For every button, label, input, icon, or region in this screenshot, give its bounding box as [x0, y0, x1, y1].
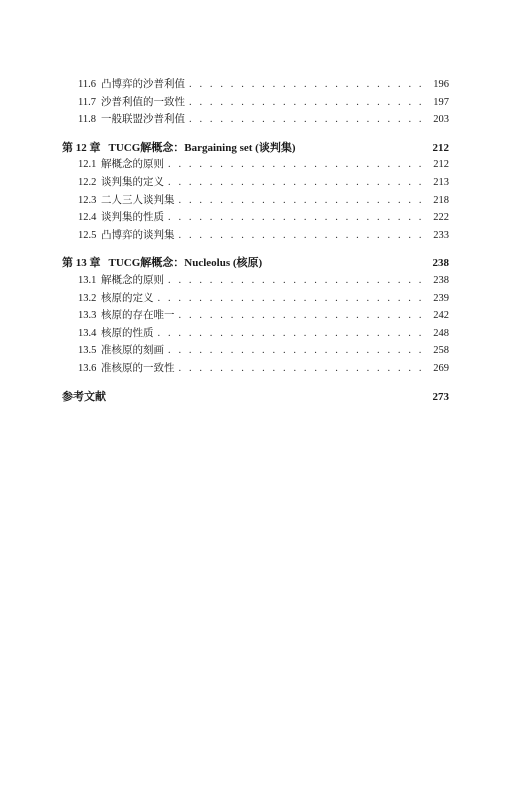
toc-entry-12-4[interactable]	[62, 209, 449, 227]
section-title: 准核原的刻画	[101, 345, 164, 357]
section-number: 13.6	[78, 362, 97, 374]
toc-entry-12-5[interactable]	[62, 227, 449, 245]
page-number: 238	[433, 274, 449, 286]
toc-entry-11-8[interactable]	[62, 111, 449, 129]
dot-leader	[168, 345, 427, 356]
chapter-title: TUCG解概念：Nucleolus (核原)	[108, 257, 263, 270]
dot-leader	[189, 97, 427, 108]
dot-leader	[168, 159, 427, 170]
dot-leader	[179, 195, 428, 206]
toc-entry-13-6[interactable]	[62, 360, 449, 378]
section-title: 凸博弈的沙普利值	[101, 79, 185, 90]
page-number: 239	[433, 292, 449, 304]
section-title: 一般联盟沙普利值	[101, 114, 185, 126]
section-title: 沙普利值的一致性	[101, 96, 185, 108]
dot-leader	[168, 212, 427, 223]
page-number: 212	[433, 159, 449, 171]
section-number: 13.4	[78, 327, 97, 339]
section-number: 13.1	[78, 274, 97, 286]
section-number: 12.4	[78, 212, 97, 224]
toc-entry-12-3[interactable]	[62, 192, 449, 210]
section-title: 核原的性质	[101, 327, 154, 339]
section-number: 13.2	[78, 292, 97, 304]
toc-entry-13-2[interactable]	[62, 290, 449, 308]
section-title: 谈判集的定义	[101, 176, 164, 188]
section-number: 12.3	[78, 194, 97, 206]
section-number: 12.5	[78, 229, 97, 241]
section-number: 12.1	[78, 159, 97, 171]
section-title: 解概念的原则	[101, 274, 164, 286]
dot-leader	[168, 177, 427, 188]
section-number: 12.2	[78, 176, 97, 188]
section-title: 凸博弈的谈判集	[101, 229, 175, 241]
dot-leader	[179, 230, 428, 241]
page-number: 273	[432, 390, 449, 403]
section-title: 核原的存在唯一	[101, 310, 175, 322]
page-number: 222	[433, 212, 449, 224]
toc-entry-11-7[interactable]	[62, 94, 449, 112]
toc-entry-12-2[interactable]	[62, 174, 449, 192]
toc-chapter-12[interactable]	[62, 139, 449, 157]
dot-leader	[179, 310, 428, 321]
section-number: 11.8	[78, 114, 96, 126]
page-number: 213	[433, 176, 449, 188]
toc-chapter-13[interactable]	[62, 254, 449, 272]
page-number: 218	[433, 194, 449, 206]
chapter-label: 第 13 章	[62, 257, 101, 270]
dot-leader	[168, 275, 427, 286]
page-number: 238	[432, 257, 449, 270]
dot-leader	[158, 293, 428, 304]
dot-leader	[158, 328, 428, 339]
dot-leader	[189, 79, 427, 90]
section-title: 核原的定义	[101, 292, 154, 304]
page-number: 212	[432, 141, 449, 154]
spacer	[62, 378, 449, 388]
page-number: 269	[433, 362, 449, 374]
chapter-title: TUCG解概念：Bargaining set (谈判集)	[108, 141, 296, 154]
section-title: 解概念的原则	[101, 159, 164, 171]
page-number: 258	[433, 345, 449, 357]
section-number: 13.3	[78, 310, 97, 322]
toc-entry-11-6[interactable]	[62, 76, 449, 94]
section-title: 谈判集的性质	[101, 212, 164, 224]
page-number: 242	[433, 310, 449, 322]
references-title: 参考文献	[62, 390, 106, 403]
dot-leader	[179, 363, 428, 374]
spacer	[62, 244, 449, 254]
section-number: 11.6	[78, 79, 96, 90]
section-number: 11.7	[78, 96, 96, 108]
section-title: 准核原的一致性	[101, 362, 175, 374]
section-number: 13.5	[78, 345, 97, 357]
page-number: 248	[433, 327, 449, 339]
chapter-label: 第 12 章	[62, 141, 101, 154]
dot-leader	[189, 114, 427, 125]
page-number: 196	[433, 79, 449, 90]
section-title: 二人三人谈判集	[101, 194, 175, 206]
toc-entry-12-1[interactable]	[62, 156, 449, 174]
table-of-contents	[62, 76, 449, 405]
toc-entry-13-5[interactable]	[62, 342, 449, 360]
toc-references[interactable]	[62, 388, 449, 406]
spacer	[62, 129, 449, 139]
toc-entry-13-1[interactable]	[62, 272, 449, 290]
toc-entry-13-3[interactable]	[62, 307, 449, 325]
toc-entry-13-4[interactable]	[62, 325, 449, 343]
page-number: 197	[433, 96, 449, 108]
page-number: 203	[433, 114, 449, 126]
page-number: 233	[433, 229, 449, 241]
